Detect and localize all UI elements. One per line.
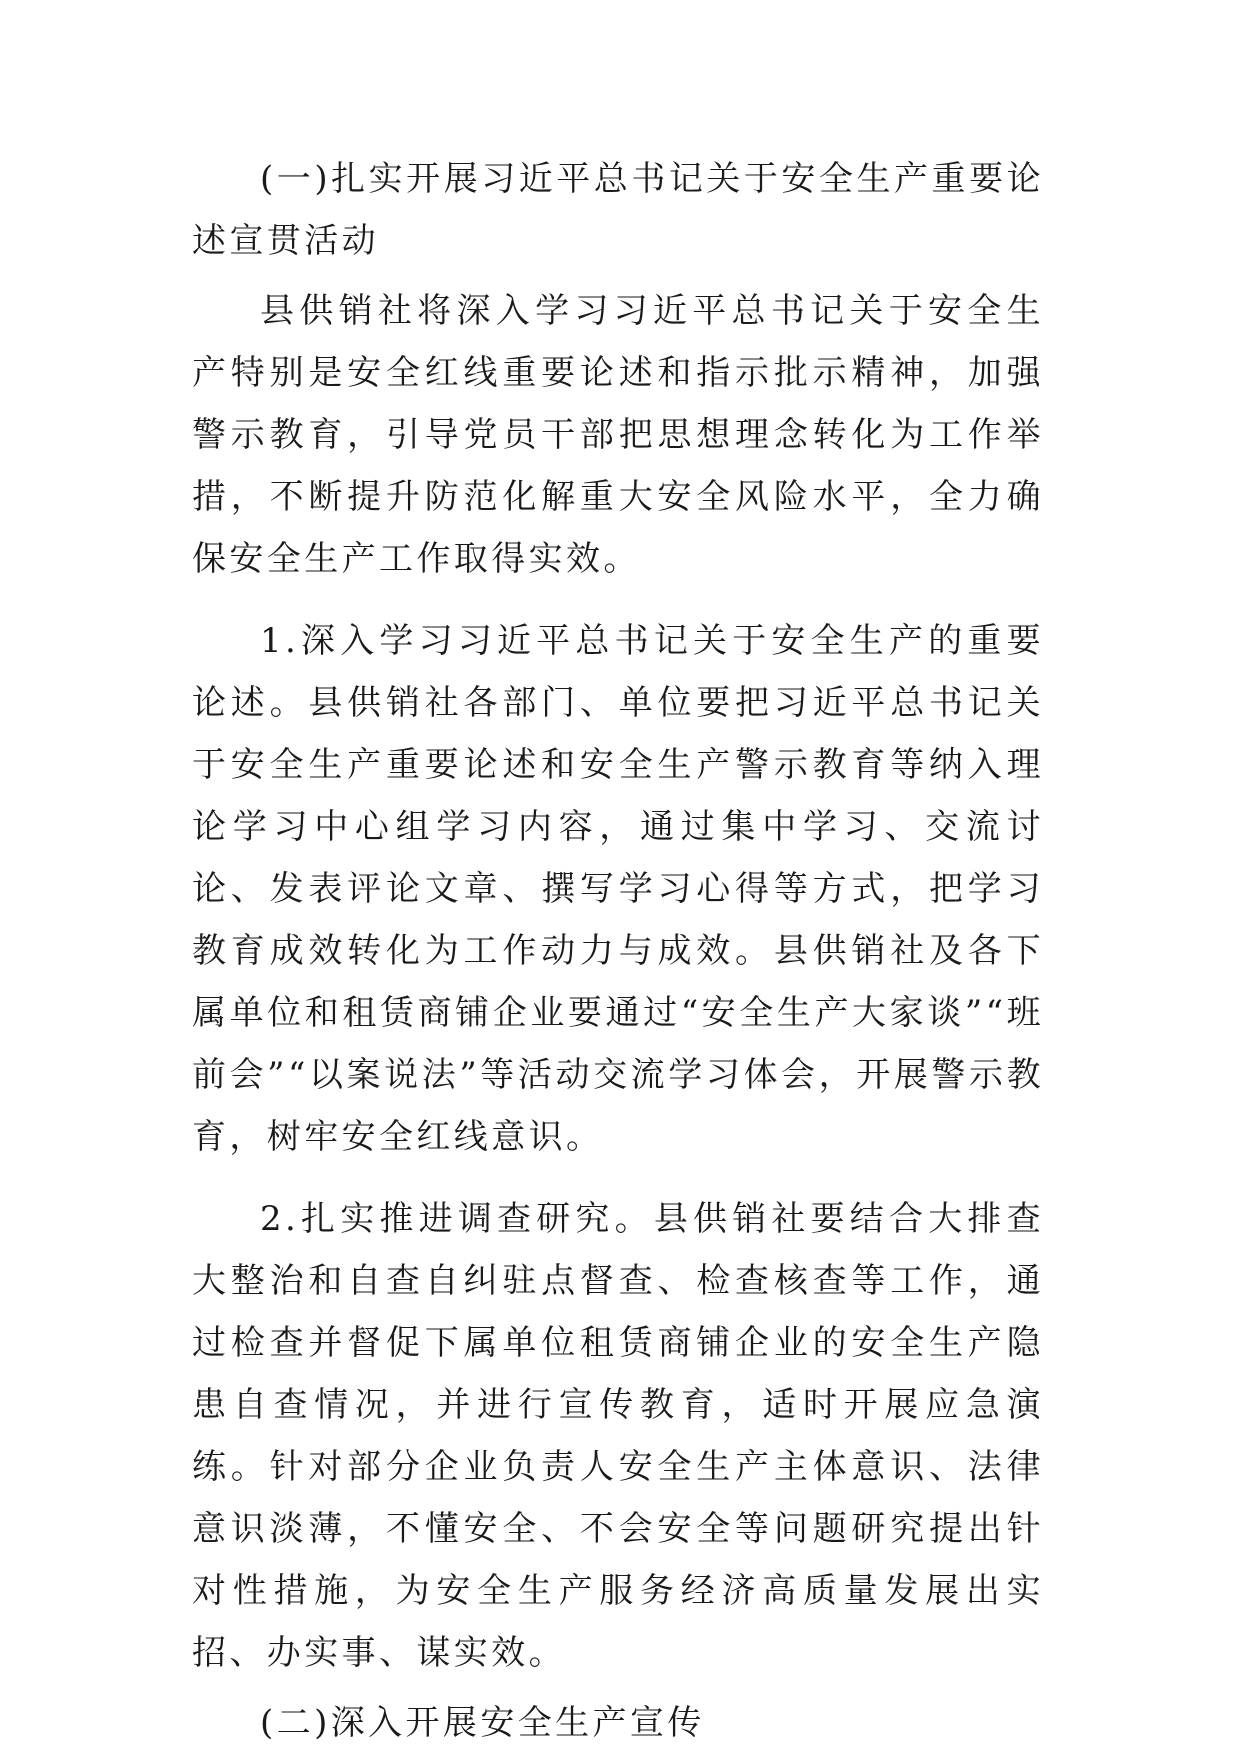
section-heading-1: (一)扎实开展习近平总书记关于安全生产重要论述宣贯活动 [192,159,1044,261]
list-item-1: 1.深入学习习近平总书记关于安全生产的重要论述。县供销社各部门、单位要把习近平总书记关于安全生产重要论述和安全生产警示教育等纳入理论学习中心组学习内容，通过集中学习、交流讨论、发表评论文章、撰写学习心得等方式，把学习教育成效转化为工作动力与成效。县供销社及各下属单位和租赁商铺企业要通过“安全生产大家谈”“班前会”“以案说法”等活动交流学习体会，开展警示教育，树牢安全红线意识。 [192,621,1044,1157]
list-item-2: 2.扎实推进调查研究。县供销社要结合大排查大整治和自查自纠驻点督查、检查核查等工作，通过检查并督促下属单位租赁商铺企业的安全生产隐患自查情况，并进行宣传教育，适时开展应急演练。针对部分企业负责人安全生产主体意识、法律意识淡薄，不懂安全、不会安全等问题研究提出针对性措施，为安全生产服务经济高质量发展出实招、办实事、谋实效。 [192,1199,1044,1673]
paragraph-intro: 县供销社将深入学习习近平总书记关于安全生产特别是安全红线重要论述和指示批示精神，加强警示教育，引导党员干部把思想理念转化为工作举措，不断提升防范化解重大安全风险水平，全力确保安全生产工作取得实效。 [192,291,1044,579]
document-body [192,148,1044,1754]
section-heading-2: (二)深入开展安全生产宣传 [260,1703,705,1743]
